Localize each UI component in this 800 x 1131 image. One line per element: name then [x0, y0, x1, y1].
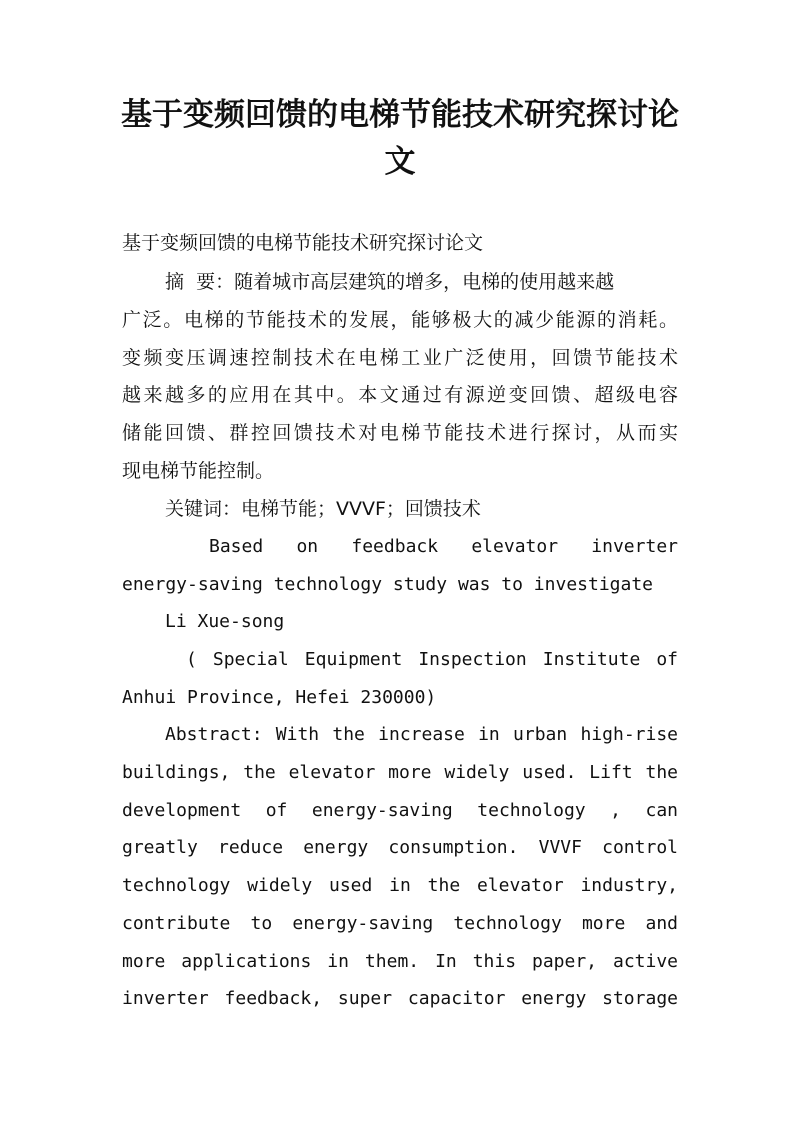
- abstract-cn-line: 越来越多的应用在其中。本文通过有源逆变回馈、超级电容: [122, 384, 678, 406]
- subtitle-cn: 基于变频回馈的电梯节能技术研究探讨论文: [122, 232, 484, 254]
- abstract-cn-line: 储能回馈、群控回馈技术对电梯节能技术进行探讨，从而实: [122, 422, 678, 444]
- affiliation-en-line: Anhui Province, Hefei 230000): [122, 687, 437, 708]
- affiliation-en-line: ( Special Equipment Inspection Institute of: [186, 649, 678, 670]
- abstract-en-line: buildings, the elevator more widely used. Lift the: [122, 762, 678, 783]
- abstract-cn-line: 摘 要：随着城市高层建筑的增多，电梯的使用越来越: [165, 271, 615, 293]
- abstract-en-line: inverter feedback, super capacitor energy storage: [122, 988, 678, 1009]
- abstract-en-line: more applications in them. In this paper, active: [122, 951, 678, 972]
- keywords-cn: 关键词：电梯节能；VVVF；回馈技术: [165, 498, 481, 520]
- abstract-cn-line: 现电梯节能控制。: [122, 460, 275, 482]
- abstract-en-line: development of energy-saving technology , can: [122, 800, 678, 821]
- title-en-line: Based on feedback elevator inverter: [209, 536, 678, 557]
- abstract-cn-line: 变频变压调速控制技术在电梯工业广泛使用，回馈节能技术: [122, 347, 678, 369]
- abstract-en-line: contribute to energy-saving technology more and: [122, 913, 678, 934]
- document-title: 基于变频回馈的电梯节能技术研究探讨论文: [121, 97, 679, 180]
- abstract-en-line: technology widely used in the elevator industry,: [122, 875, 678, 896]
- abstract-cn-line: 广泛。电梯的节能技术的发展，能够极大的减少能源的消耗。: [122, 309, 678, 331]
- author-en: Li Xue-song: [165, 611, 285, 632]
- abstract-en-line: Abstract: With the increase in urban high-rise: [165, 724, 678, 745]
- title-en-line: energy-saving technology study was to investigate: [122, 574, 654, 595]
- abstract-en-line: greatly reduce energy consumption. VVVF control: [122, 837, 678, 858]
